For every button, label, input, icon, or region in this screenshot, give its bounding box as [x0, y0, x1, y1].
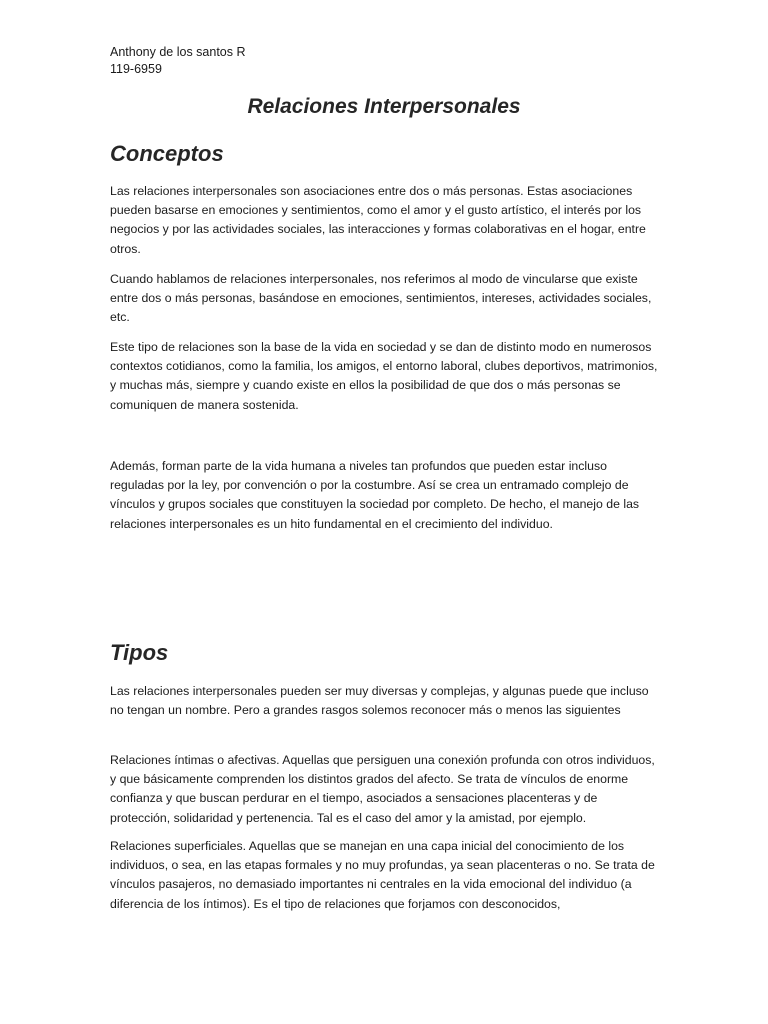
author-id: 119-6959	[110, 62, 162, 76]
paragraph: Este tipo de relaciones son la base de la vida en sociedad y se dan de distinto modo en numerosos contextos cotidianos, como la familia, los amigos, el entorno laboral, clubes deportivos, matrimonios, y muchas más, siempre y cuando existe en ellos la posibilidad de que dos o más personas se comuniquen de manera sostenida.	[110, 340, 658, 412]
section-heading-conceptos: Conceptos	[110, 141, 224, 166]
paragraph: Relaciones superficiales. Aquellas que se manejan en una capa inicial del conocimiento de los individuos, o sea, en las etapas formales y no muy profundas, ya sean placenteras o no. Se trata de vínculos pasajeros, no demasiado importantes ni centrales en la vida emocional del individuo (a diferencia de los íntimos). Es el tipo de relaciones que forjamos con desconocidos,	[110, 839, 655, 911]
section-heading-tipos: Tipos	[110, 640, 169, 665]
paragraph: Las relaciones interpersonales son asociaciones entre dos o más personas. Estas asociaciones pueden basarse en emociones y sentimientos, como el amor y el gusto artístico, el interés por los negocios y por las actividades sociales, las interacciones y formas colaborativas en el hogar, entre otros.	[110, 184, 646, 256]
document-title: Relaciones Interpersonales	[247, 95, 521, 118]
paragraph: Además, forman parte de la vida humana a niveles tan profundos que pueden estar incluso reguladas por la ley, por convención o por la costumbre. Así se crea un entramado complejo de vínculos y grupos sociales que constituyen la sociedad por completo. De hecho, el manejo de las relaciones interpersonales es un hito fundamental en el crecimiento del individuo.	[110, 459, 640, 531]
author-name: Anthony de los santos R	[110, 45, 246, 59]
paragraph: Cuando hablamos de relaciones interpersonales, nos referimos al modo de vincularse que existe entre dos o más personas, basándose en emociones, sentimientos, intereses, actividades sociales, etc.	[110, 272, 652, 325]
paragraph: Las relaciones interpersonales pueden ser muy diversas y complejas, y algunas puede que incluso no tengan un nombre. Pero a grandes rasgos solemos reconocer más o menos las siguientes	[110, 684, 649, 718]
author-block	[110, 44, 246, 78]
paragraph: Relaciones íntimas o afectivas. Aquellas que persiguen una conexión profunda con otros individuos, y que básicamente comprenden los distintos grados del afecto. Se trata de vínculos de enorme confianza y que buscan perdurar en el tiempo, asociados a sensaciones placenteras y de protección, solidaridad y pertenencia. Tal es el caso del amor y la amistad, por ejemplo.	[110, 753, 655, 825]
